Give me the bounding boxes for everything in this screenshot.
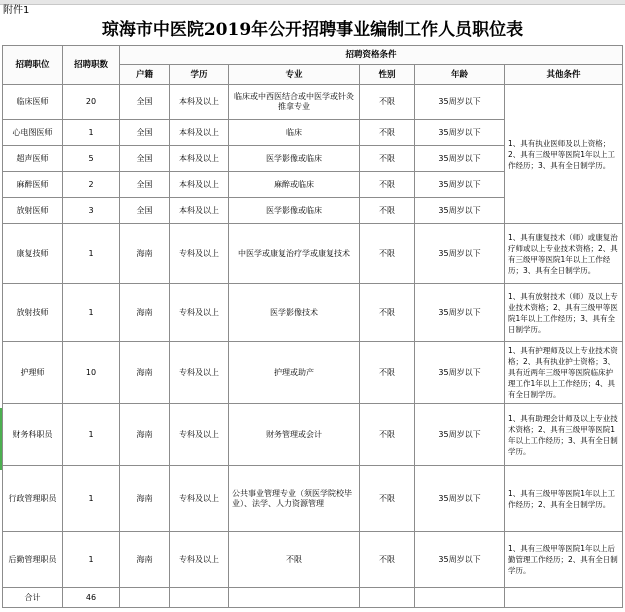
cell-age: 35周岁以下 (415, 85, 505, 120)
cell-major: 临床或中西医结合或中医学或针灸推拿专业 (229, 85, 360, 120)
cell-count: 20 (63, 85, 120, 120)
cell-major: 医学影像或临床 (229, 198, 360, 224)
header-other: 其他条件 (505, 65, 623, 85)
cell-gender: 不限 (360, 224, 415, 284)
cell-count: 1 (63, 532, 120, 588)
cell-age: 35周岁以下 (415, 224, 505, 284)
cell-gender: 不限 (360, 284, 415, 342)
cell-other: 1、具有三级甲等医院1年以上工作经历；2、具有全日制学历。 (505, 466, 623, 532)
cell-position: 临床医师 (3, 85, 63, 120)
cell-education: 专科及以上 (170, 284, 229, 342)
cell-major: 公共事业管理专业（须医学院校毕业）、法学、人力资源管理 (229, 466, 360, 532)
header-position: 招聘职位 (3, 46, 63, 85)
cell-hukou: 全国 (120, 172, 170, 198)
cell-other: 1、具有康复技术（师）或康复治疗师或以上专业技术资格；2、具有三级甲等医院1年以上工作经历；3、具有全日制学历。 (505, 224, 623, 284)
cell-gender: 不限 (360, 172, 415, 198)
cell-age: 35周岁以下 (415, 342, 505, 404)
cell-major: 中医学或康复治疗学或康复技术 (229, 224, 360, 284)
cell-education: 专科及以上 (170, 532, 229, 588)
cell-other: 1、具有护理师及以上专业技术资格；2、具有执业护士资格；3、具有近两年三级甲等医院临床护理工作1年以上工作经历；4、具有全日制学历。 (505, 342, 623, 404)
total-label: 合计 (3, 588, 63, 608)
header-age: 年龄 (415, 65, 505, 85)
cell-major: 医学影像或临床 (229, 146, 360, 172)
cell-education: 本科及以上 (170, 198, 229, 224)
cell-education: 专科及以上 (170, 342, 229, 404)
cell-count: 10 (63, 342, 120, 404)
table-title: 琼海市中医院2019年公开招聘事业编制工作人员职位表 (101, 20, 524, 40)
cell-position: 放射技师 (3, 284, 63, 342)
cell-position: 超声医师 (3, 146, 63, 172)
cell-education: 专科及以上 (170, 224, 229, 284)
cell-position: 康复技师 (3, 224, 63, 284)
cell-hukou: 全国 (120, 198, 170, 224)
cell-major: 医学影像技术 (229, 284, 360, 342)
cell-other-shared: 1、具有执业医师及以上资格；2、具有三级甲等医院1年以上工作经历；3、具有全日制学历。 (505, 85, 623, 224)
cell-gender: 不限 (360, 146, 415, 172)
cell-count: 3 (63, 198, 120, 224)
cell-education: 专科及以上 (170, 466, 229, 532)
cell-gender: 不限 (360, 342, 415, 404)
cell-hukou: 海南 (120, 224, 170, 284)
cell-age: 35周岁以下 (415, 198, 505, 224)
cell-gender: 不限 (360, 532, 415, 588)
cell-position: 放射医师 (3, 198, 63, 224)
cell-count: 1 (63, 120, 120, 146)
cell-position: 心电图医师 (3, 120, 63, 146)
table-row (3, 404, 623, 466)
cell-position: 行政管理职员 (3, 466, 63, 532)
cell-position: 麻醉医师 (3, 172, 63, 198)
cell-position: 后勤管理职员 (3, 532, 63, 588)
cell-education: 本科及以上 (170, 85, 229, 120)
cell-count: 5 (63, 146, 120, 172)
cell-hukou: 全国 (120, 85, 170, 120)
cell-hukou: 海南 (120, 342, 170, 404)
cell-education: 本科及以上 (170, 146, 229, 172)
cell-other: 1、具有三级甲等医院1年以上后勤管理工作经历；2、具有全日制学历。 (505, 532, 623, 588)
cell-age: 35周岁以下 (415, 404, 505, 466)
cell-gender: 不限 (360, 120, 415, 146)
cell-gender: 不限 (360, 85, 415, 120)
cell-hukou: 海南 (120, 466, 170, 532)
header-education: 学历 (170, 65, 229, 85)
header-count: 招聘职数 (63, 46, 120, 85)
cell-position: 护理师 (3, 342, 63, 404)
cell-hukou: 全国 (120, 146, 170, 172)
cell-count: 1 (63, 404, 120, 466)
cell-major: 不限 (229, 532, 360, 588)
position-table (2, 45, 623, 608)
cell-age: 35周岁以下 (415, 172, 505, 198)
cell-count: 1 (63, 224, 120, 284)
cell-hukou: 海南 (120, 532, 170, 588)
cell-education: 专科及以上 (170, 404, 229, 466)
table-row (3, 466, 623, 532)
cell-other: 1、具有放射技术（师）及以上专业技术资格；2、具有三级甲等医院1年以上工作经历；3、具有全日制学历。 (505, 284, 623, 342)
total-row (3, 588, 623, 608)
cell-gender: 不限 (360, 404, 415, 466)
cell-age: 35周岁以下 (415, 532, 505, 588)
cell-education: 本科及以上 (170, 120, 229, 146)
cell-age: 35周岁以下 (415, 466, 505, 532)
cell-age: 35周岁以下 (415, 146, 505, 172)
cell-education: 本科及以上 (170, 172, 229, 198)
table-row (3, 284, 623, 342)
cell-age: 35周岁以下 (415, 284, 505, 342)
header-hukou: 户籍 (120, 65, 170, 85)
cell-major: 护理或助产 (229, 342, 360, 404)
cell-major: 临床 (229, 120, 360, 146)
annex-label: 附件1 (3, 5, 30, 16)
cell-hukou: 全国 (120, 120, 170, 146)
cell-hukou: 海南 (120, 284, 170, 342)
table-row (3, 85, 623, 120)
cell-age: 35周岁以下 (415, 120, 505, 146)
header-qualification-group: 招聘资格条件 (120, 46, 623, 65)
cell-count: 1 (63, 284, 120, 342)
cell-gender: 不限 (360, 466, 415, 532)
cell-other: 1、具有助理会计师及以上专业技术资格；2、具有三级甲等医院1年以上工作经历；3、具有全日制学历。 (505, 404, 623, 466)
cell-count: 1 (63, 466, 120, 532)
table-row (3, 224, 623, 284)
table-row (3, 532, 623, 588)
cell-position: 财务科职员 (3, 404, 63, 466)
table-row (3, 342, 623, 404)
header-row-1 (3, 46, 623, 65)
cell-count: 2 (63, 172, 120, 198)
total-count: 46 (63, 588, 120, 608)
cell-gender: 不限 (360, 198, 415, 224)
header-gender: 性别 (360, 65, 415, 85)
spreadsheet-top-band (0, 0, 625, 5)
header-major: 专业 (229, 65, 360, 85)
cell-major: 财务管理或会计 (229, 404, 360, 466)
cell-major: 麻醉或临床 (229, 172, 360, 198)
cell-hukou: 海南 (120, 404, 170, 466)
